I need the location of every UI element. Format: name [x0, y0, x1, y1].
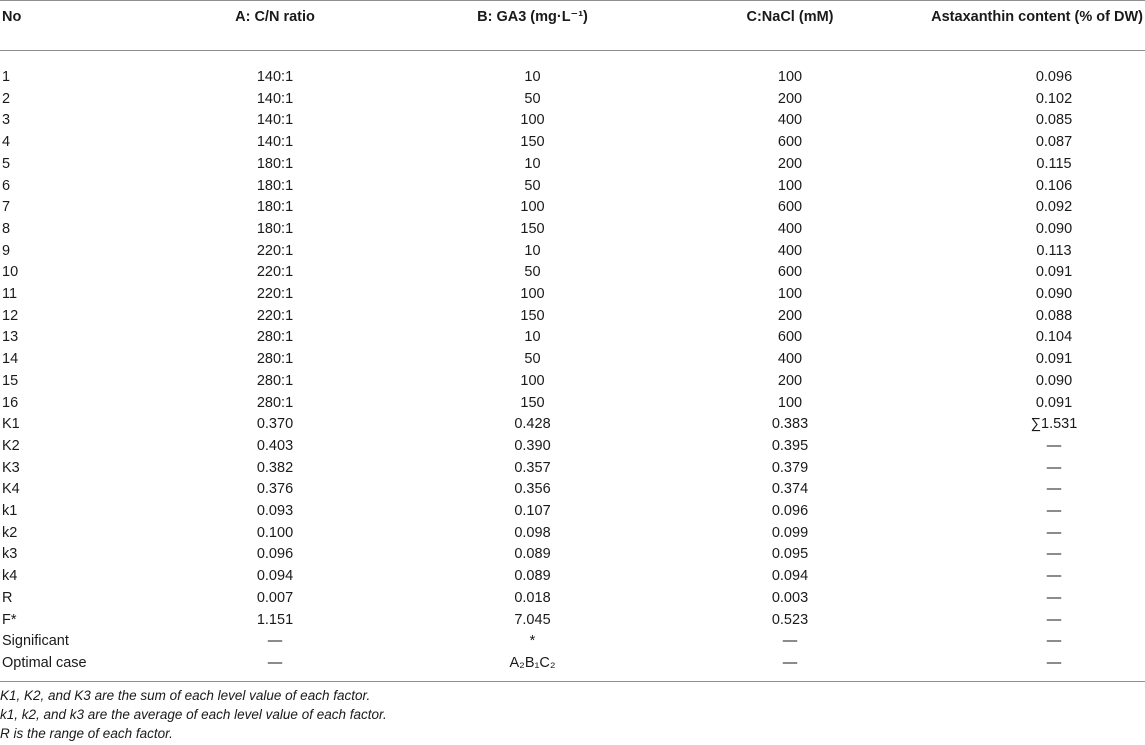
cn-ratio-cell: 1.151	[256, 611, 294, 628]
nacl-cell: 0.523	[771, 611, 809, 628]
cn-ratio-cell: 0.382	[256, 459, 294, 476]
nacl-cell: 400	[777, 220, 803, 237]
cn-ratio-cell: 0.007	[256, 589, 294, 606]
cn-ratio-cell: 180:1	[256, 220, 294, 237]
astaxanthin-cell: 0.104	[1035, 329, 1073, 346]
astaxanthin-cell: 0.091	[1035, 394, 1073, 411]
ga3-cell: 50	[524, 177, 541, 194]
nacl-cell: 200	[777, 307, 803, 324]
ga3-cell: 0.107	[514, 503, 551, 520]
table-row	[0, 197, 1145, 219]
row-label: 1	[2, 69, 11, 85]
row-label: 11	[2, 286, 18, 303]
header-ga3: B: GA3 (mg·L⁻¹)	[477, 9, 588, 25]
cn-ratio-cell: 0.370	[256, 416, 294, 433]
ga3-cell: 0.357	[514, 459, 551, 476]
nacl-cell: 200	[777, 90, 803, 107]
ga3-cell: 150	[520, 307, 545, 324]
nacl-cell: 100	[777, 286, 803, 303]
table-row	[0, 588, 1145, 610]
ga3-cell: A₂B₁C₂	[509, 654, 556, 671]
row-label: K2	[2, 437, 20, 454]
astaxanthin-cell: —	[1046, 524, 1062, 541]
row-label: k3	[2, 546, 18, 563]
nacl-cell: 0.095	[771, 546, 809, 563]
ga3-cell: 50	[524, 264, 541, 281]
astaxanthin-cell: 0.106	[1035, 177, 1073, 194]
row-label: Significant	[2, 633, 69, 650]
ga3-cell: 10	[524, 329, 541, 346]
ga3-cell: 0.098	[514, 524, 551, 541]
cn-ratio-cell: 140:1	[256, 134, 294, 151]
astaxanthin-cell: 0.087	[1035, 134, 1073, 151]
row-label: R	[2, 589, 13, 606]
nacl-cell: 400	[777, 242, 803, 259]
cn-ratio-cell: 0.093	[256, 503, 294, 520]
astaxanthin-cell: 0.102	[1035, 90, 1073, 107]
table-row	[0, 219, 1145, 241]
cn-ratio-cell: 280:1	[256, 372, 294, 389]
cn-ratio-cell: 0.096	[256, 546, 294, 563]
nacl-cell: 400	[777, 351, 803, 368]
cn-ratio-cell: 0.403	[256, 437, 294, 454]
ga3-cell: 10	[524, 242, 541, 259]
header-nacl: C:NaCl (mM)	[746, 9, 834, 25]
table-row	[0, 523, 1145, 545]
ga3-cell: 100	[520, 286, 545, 303]
nacl-cell: 0.096	[771, 503, 809, 520]
nacl-cell: 600	[777, 134, 803, 151]
row-label: k1	[2, 503, 18, 520]
ga3-cell: *	[529, 633, 536, 650]
table-row	[0, 176, 1145, 198]
table-row	[0, 132, 1145, 154]
table-row	[0, 306, 1145, 328]
ga3-cell: 10	[524, 155, 541, 172]
astaxanthin-cell: 0.092	[1035, 199, 1073, 216]
table-row	[0, 544, 1145, 566]
nacl-cell: 0.094	[771, 568, 809, 585]
row-label: 12	[2, 307, 19, 324]
nacl-cell: 100	[777, 394, 803, 411]
astaxanthin-cell: 0.090	[1035, 286, 1073, 303]
astaxanthin-cell: ∑1.531	[1030, 416, 1078, 433]
nacl-cell: 0.099	[771, 524, 809, 541]
row-label: K1	[2, 416, 20, 433]
astaxanthin-cell: 0.091	[1035, 351, 1073, 368]
table-row	[0, 479, 1145, 501]
ga3-cell: 10	[524, 69, 541, 85]
table-body	[0, 51, 1145, 682]
ga3-cell: 0.390	[514, 437, 551, 454]
astaxanthin-cell: 0.085	[1035, 112, 1073, 129]
astaxanthin-cell: —	[1046, 633, 1062, 650]
astaxanthin-cell: 0.090	[1035, 372, 1073, 389]
header-no: No	[2, 9, 22, 25]
row-label: 14	[2, 351, 19, 368]
cn-ratio-cell: 280:1	[256, 394, 294, 411]
header-cn-ratio: A: C/N ratio	[235, 9, 315, 25]
cn-ratio-cell: —	[267, 633, 283, 650]
table-row	[0, 566, 1145, 588]
astaxanthin-cell: —	[1046, 437, 1062, 454]
row-label: 13	[2, 329, 19, 346]
astaxanthin-cell: 0.090	[1035, 220, 1073, 237]
cn-ratio-cell: 220:1	[256, 242, 294, 259]
cn-ratio-cell: 0.376	[256, 481, 294, 498]
footnote-average: k1, k2, and k3 are the average of each level value of each factor.	[0, 707, 387, 722]
row-label: K4	[2, 481, 20, 498]
nacl-cell: 100	[777, 177, 803, 194]
ga3-cell: 0.089	[514, 546, 551, 563]
nacl-cell: —	[782, 654, 798, 671]
nacl-cell: 0.383	[771, 416, 809, 433]
ga3-cell: 7.045	[514, 611, 551, 628]
astaxanthin-cell: —	[1046, 589, 1062, 606]
nacl-cell: 0.003	[771, 589, 809, 606]
nacl-cell: 600	[777, 199, 803, 216]
ga3-cell: 150	[520, 220, 545, 237]
cn-ratio-cell: 0.094	[256, 568, 294, 585]
table-row	[0, 51, 1145, 89]
row-label: K3	[2, 459, 20, 476]
footnote-range: R is the range of each factor.	[0, 726, 173, 741]
table-row	[0, 631, 1145, 653]
astaxanthin-cell: 0.096	[1035, 69, 1073, 85]
table-row	[0, 414, 1145, 436]
table-row	[0, 436, 1145, 458]
table-row	[0, 653, 1145, 681]
row-label: 16	[2, 394, 19, 411]
table-row	[0, 349, 1145, 371]
ga3-cell: 0.018	[514, 589, 551, 606]
nacl-cell: 600	[777, 329, 803, 346]
nacl-cell: 100	[777, 69, 803, 85]
astaxanthin-cell: —	[1046, 611, 1062, 628]
astaxanthin-cell: —	[1046, 546, 1062, 563]
astaxanthin-cell: 0.115	[1036, 155, 1072, 172]
ga3-cell: 150	[520, 394, 545, 411]
nacl-cell: —	[782, 633, 798, 650]
header-astaxanthin: Astaxanthin content (% of DW)	[931, 9, 1143, 25]
footnote-sum: K1, K2, and K3 are the sum of each level value of each factor.	[0, 688, 371, 703]
row-label: 8	[2, 220, 11, 237]
row-label: 3	[2, 112, 11, 129]
nacl-cell: 400	[777, 112, 803, 129]
table-row	[0, 458, 1145, 480]
cn-ratio-cell: 220:1	[256, 286, 294, 303]
ga3-cell: 50	[524, 351, 541, 368]
ga3-cell: 0.356	[514, 481, 551, 498]
row-label: 9	[2, 242, 11, 259]
table-row	[0, 371, 1145, 393]
astaxanthin-cell: —	[1046, 459, 1062, 476]
astaxanthin-cell: 0.088	[1035, 307, 1073, 324]
astaxanthin-cell: 0.091	[1035, 264, 1073, 281]
cn-ratio-cell: 180:1	[256, 155, 294, 172]
row-label: k2	[2, 524, 18, 541]
ga3-cell: 100	[520, 112, 545, 129]
row-label: Optimal case	[2, 654, 87, 671]
row-label: 5	[2, 155, 11, 172]
row-label: 4	[2, 134, 11, 151]
row-label: 7	[2, 199, 11, 216]
astaxanthin-cell: —	[1046, 654, 1062, 671]
cn-ratio-cell: 180:1	[256, 199, 294, 216]
astaxanthin-cell: —	[1046, 568, 1062, 585]
table-row	[0, 327, 1145, 349]
table-row	[0, 110, 1145, 132]
table-header	[0, 1, 1145, 51]
cn-ratio-cell: —	[267, 654, 283, 671]
cn-ratio-cell: 280:1	[256, 351, 294, 368]
nacl-cell: 200	[777, 372, 803, 389]
astaxanthin-cell: 0.113	[1036, 242, 1072, 259]
cn-ratio-cell: 140:1	[256, 69, 294, 85]
ga3-cell: 0.428	[514, 416, 551, 433]
table-row	[0, 393, 1145, 415]
cn-ratio-cell: 180:1	[256, 177, 294, 194]
cn-ratio-cell: 140:1	[256, 90, 294, 107]
row-label: 6	[2, 177, 11, 194]
nacl-cell: 200	[777, 155, 803, 172]
astaxanthin-cell: —	[1046, 481, 1062, 498]
table-row	[0, 262, 1145, 284]
row-label: 10	[2, 264, 19, 281]
table-row	[0, 154, 1145, 176]
nacl-cell: 600	[777, 264, 803, 281]
table-footnotes	[0, 686, 1145, 743]
row-label: 15	[2, 372, 19, 389]
nacl-cell: 0.374	[771, 481, 809, 498]
nacl-cell: 0.379	[771, 459, 809, 476]
cn-ratio-cell: 0.100	[256, 524, 294, 541]
table-row	[0, 89, 1145, 111]
header-row	[0, 1, 1145, 51]
ga3-cell: 0.089	[514, 568, 551, 585]
cn-ratio-cell: 280:1	[256, 329, 294, 346]
ga3-cell: 50	[524, 90, 541, 107]
ga3-cell: 100	[520, 199, 545, 216]
table-row	[0, 284, 1145, 306]
cn-ratio-cell: 140:1	[256, 112, 294, 129]
row-label: 2	[2, 90, 11, 107]
row-label: k4	[2, 568, 18, 585]
ga3-cell: 150	[520, 134, 545, 151]
table-row	[0, 241, 1145, 263]
table-row	[0, 501, 1145, 523]
nacl-cell: 0.395	[771, 437, 809, 454]
row-label: F*	[2, 611, 17, 628]
cn-ratio-cell: 220:1	[256, 264, 294, 281]
astaxanthin-cell: —	[1046, 503, 1062, 520]
table-row	[0, 610, 1145, 632]
ga3-cell: 100	[520, 372, 545, 389]
cn-ratio-cell: 220:1	[256, 307, 294, 324]
